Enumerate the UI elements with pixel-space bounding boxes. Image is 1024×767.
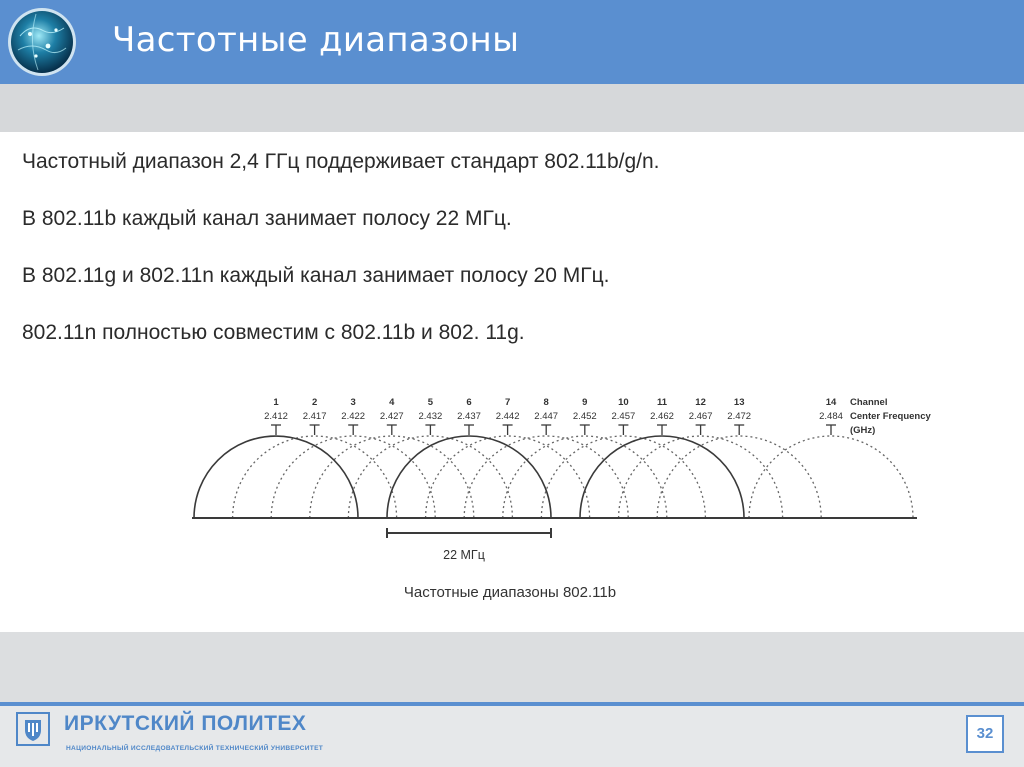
university-subtitle: НАЦИОНАЛЬНЫЙ ИССЛЕДОВАТЕЛЬСКИЙ ТЕХНИЧЕСКИЙ УНИВЕРСИТЕТ (66, 745, 324, 752)
channel-number-2: 2 (311, 397, 318, 408)
diagram-caption: Частотные диапазоны 802.11b (403, 584, 617, 601)
channel-number-14: 14 (825, 397, 837, 408)
body-line-2: В 802.11b каждый канал занимает полосу 22 МГц. (22, 207, 512, 230)
channel-number-3: 3 (350, 397, 356, 408)
channel-arc-2 (233, 436, 397, 518)
channel-arc-7 (426, 436, 590, 518)
body-line-3: В 802.11g и 802.11n каждый канал занимает полосу 20 МГц. (22, 264, 610, 287)
channel-frequency-7: 2.442 (495, 411, 520, 422)
channel-frequency-10: 2.457 (611, 411, 636, 422)
channel-arc-1 (194, 436, 358, 518)
channel-arc-9 (503, 436, 667, 518)
globe-network-icon (6, 6, 78, 78)
channel-frequency-12: 2.467 (688, 411, 713, 422)
body-line-4: 802.11n полностью совместим с 802.11b и 802. 11g. (22, 321, 525, 344)
legend-channel: Channel (850, 397, 888, 408)
channel-arc-12 (619, 436, 783, 518)
legend-unit: (GHz) (850, 425, 876, 436)
page-title: Частотные диапазоны (112, 20, 520, 60)
channel-frequency-9: 2.452 (572, 411, 597, 422)
channel-number-11: 11 (656, 397, 668, 408)
channel-number-8: 8 (543, 397, 549, 408)
channel-number-1: 1 (273, 397, 279, 408)
width-label: 22 МГц (443, 548, 485, 562)
channel-frequency-5: 2.432 (418, 411, 443, 422)
channel-frequency-4: 2.427 (379, 411, 404, 422)
channel-diagram (180, 385, 960, 610)
channel-number-13: 13 (733, 397, 745, 408)
channel-number-10: 10 (618, 397, 629, 408)
header-band (0, 84, 1024, 132)
slide-header (0, 0, 1024, 84)
channel-frequency-8: 2.447 (534, 411, 559, 422)
channel-arc-5 (348, 436, 512, 518)
page-number: 32 (966, 715, 1004, 753)
channel-number-6: 6 (466, 397, 472, 408)
channel-number-9: 9 (582, 397, 588, 408)
shield-logo-icon (16, 712, 50, 746)
channel-frequency-13: 2.472 (727, 411, 752, 422)
channel-frequency-3: 2.422 (341, 411, 366, 422)
channel-arc-10 (541, 436, 705, 518)
channel-frequency-14: 2.484 (819, 411, 843, 422)
channel-arc-11 (580, 436, 744, 518)
legend-center-frequency: Center Frequency (850, 411, 931, 422)
channel-arc-6 (387, 436, 551, 518)
channel-frequency-2: 2.417 (302, 411, 327, 422)
channel-number-5: 5 (427, 397, 434, 408)
channel-arc-13 (657, 436, 821, 518)
channel-number-7: 7 (504, 397, 511, 408)
university-name: ИРКУТСКИЙ ПОЛИТЕХ (64, 712, 307, 735)
channel-frequency-6: 2.437 (457, 411, 481, 422)
channel-arc-8 (464, 436, 628, 518)
channel-frequency-1: 2.412 (264, 411, 288, 422)
channel-arc-14 (749, 436, 913, 518)
channel-arc-3 (271, 436, 435, 518)
channel-frequency-11: 2.462 (650, 411, 674, 422)
channel-arc-4 (310, 436, 474, 518)
body-line-1: Частотный диапазон 2,4 ГГц поддерживает стандарт 802.11b/g/n. (22, 150, 660, 173)
channel-number-12: 12 (695, 397, 706, 408)
lower-band (0, 632, 1024, 702)
channel-number-4: 4 (389, 397, 395, 408)
body-text (22, 148, 660, 376)
